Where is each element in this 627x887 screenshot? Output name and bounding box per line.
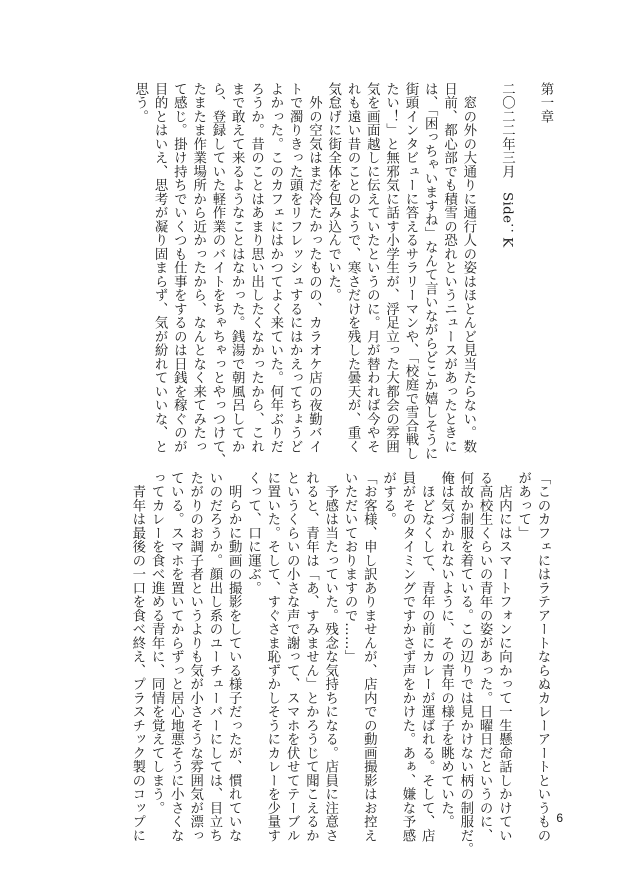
text-column: は、「困っちゃいますね」なんて言いながらどこか嬉しそうに [422, 82, 438, 461]
text-column: トで濁りきった頭をリフレッシュするにはかえってちょうど [287, 82, 303, 454]
text-column: 外の空気はまだ冷たかったものの、カラオケ店の夜勤バイ [306, 82, 322, 454]
text-column: ろうか。昔のことはあまり思い出したくなかったから、これ [248, 82, 264, 454]
text-column [516, 82, 535, 394]
text-column: に置いた。そして、すぐさま恥ずかしそうにカレーを少量す [264, 471, 280, 843]
text-column: ら、登録していた軽作業のバイトをちゃちゃっとやっつけて、 [209, 82, 225, 467]
text-column: 窓の外の大通りに通行人の姿はほとんど見当たらない。数 [460, 82, 476, 454]
text-column: たがりのお調子者というよりも気が小さそうな雰囲気が漂っ [187, 471, 203, 843]
text-column [478, 82, 497, 394]
text-column: 員がそのタイミングですかさず声をかけた。あぁ、嫌な予感 [399, 471, 415, 843]
text-column: 目的とはいえ、思考が凝り固まらず、気が紛れていいな、と [152, 82, 168, 454]
text-column: がする。 [380, 471, 396, 526]
text-column: 思う。 [132, 82, 148, 124]
text-column: たい！」と無邪気に話す小学生が、浮足立った大都会の雰囲 [383, 82, 399, 454]
text-column: 「お客様、申し訳ありませんが、店内での動画撮影はお控え [361, 471, 377, 843]
text-column: いのだろうか。顔出し系のユーチューバーにしては、目立ち [206, 471, 222, 843]
text-column: というくらいの小さな声で謝って、スマホを伏せてテーブル [284, 471, 300, 843]
text-column: 「このカフェにはラテアートならぬカレーアートというもの [535, 471, 550, 843]
text-column: て感じ。掛け持ちでいくつも仕事をするのは日銭を稼ぐのが [171, 82, 187, 454]
text-column: くって、口に運ぶ。 [245, 471, 261, 595]
page-number: 6 [556, 811, 563, 825]
text-column: たまたま作業場所から近かったから、なんとなく来てみたっ [190, 82, 206, 454]
text-column: 俺は気づかれないように、その青年の様子を眺めていた。 [438, 471, 454, 829]
text-column: ている。スマホを置いてからずっと居心地悪そうに小さくな [168, 471, 184, 843]
text-column: まで敢えて来るようなことはなかった。銭湯で朝風呂してか [229, 82, 245, 454]
text-column: 気怠げに街全体を包み込んでいた。 [325, 82, 341, 302]
text-column: があって」 [515, 471, 531, 540]
text-column: 青年は最後の一口を食べ終え、プラスチック製のコップに [129, 471, 145, 843]
text-column: る高校生くらいの青年の姿があった。日曜日だというのに、 [477, 471, 493, 843]
text-column: れると、青年は「あ、すみません」とかろうじて聞こえるか [303, 471, 319, 843]
text-column: よかった。このカフェにはかつてよく来ていた。何年ぶりだ [267, 82, 283, 454]
upper-text-block [130, 82, 555, 467]
text-column: ほどなくして、青年の前にカレーが運ばれる。そして、店 [419, 471, 435, 843]
lower-text-block [127, 471, 552, 856]
text-column: 日前、都心部でも積雪の恐れというニュースがあったときに [441, 82, 457, 454]
text-column: 明らかに動画の撮影をしている様子だったが、慣れていな [226, 471, 242, 843]
text-column: 店内にはスマートフォンに向かって一生懸命話しかけてい [496, 471, 512, 843]
text-column: いただいておりますので……」 [342, 471, 358, 664]
text-column: 気を画面越しに伝えていたというのに。月が替われば今やそ [364, 82, 380, 454]
text-column: 第一章 [538, 82, 553, 124]
text-column: ってカレーを食べ進める青年に、同情を覚えてしまう。 [149, 471, 165, 815]
text-column: 何故か制服を着ている。この辺りでは見かけない柄の制服だ。 [457, 471, 473, 856]
text-column: 予感は当たっていた。残念な気持ちになる。店員に注意さ [322, 471, 338, 843]
text-column: 街頭インタビューに答えるサラリーマンや、「校庭で雪合戦し [402, 82, 418, 461]
text-column: れも遠い昔のことのようで、寒さだけを残した曇天が、重く [345, 82, 361, 454]
text-column: 二〇二二年三月 Side：K [499, 82, 515, 248]
